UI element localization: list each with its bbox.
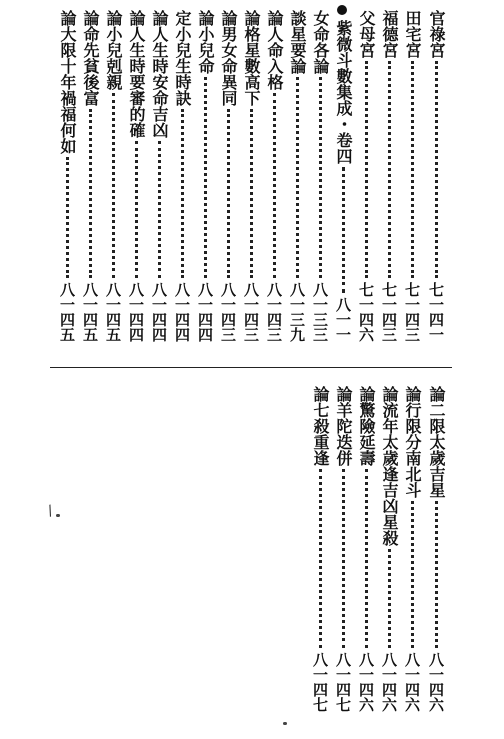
- dot-leader: [319, 77, 322, 278]
- entry-title: 論小兒剋親: [104, 10, 123, 90]
- toc-entry: [125, 10, 147, 342]
- dot-leader: [181, 109, 184, 278]
- entry-page: 八一三九: [288, 282, 306, 342]
- dot-leader: [435, 61, 438, 278]
- toc-entry: [309, 10, 331, 342]
- entry-title: 論大限十年禍福何如: [58, 10, 77, 154]
- toc-entry: [148, 10, 170, 342]
- entry-page: 八一四五: [104, 282, 122, 342]
- dot-leader: [89, 109, 92, 278]
- dot-leader: [250, 109, 253, 278]
- toc-entry: [309, 386, 331, 712]
- entry-page: 八一四六: [427, 652, 445, 712]
- entry-title: 論流年太歲逢吉凶星殺: [380, 386, 399, 546]
- entry-title: 父母宮: [357, 10, 376, 58]
- entry-title: 論行限分南北斗: [403, 386, 422, 498]
- dot-leader: [435, 501, 438, 648]
- entry-title: 論驚險延壽: [357, 386, 376, 466]
- entry-page: 八一一: [334, 297, 352, 342]
- entry-page: 八一四四: [150, 282, 168, 342]
- toc-entry: [217, 10, 239, 342]
- dot-leader: [365, 61, 368, 278]
- entry-title: 女命各論: [311, 10, 330, 74]
- entry-page: 八一四三: [219, 282, 237, 342]
- entry-page: 八一四六: [403, 652, 421, 712]
- entry-title: 論人命入格: [265, 10, 284, 90]
- dot-leader: [66, 157, 69, 278]
- entry-page: 八一四六: [380, 652, 398, 712]
- dot-leader: [388, 549, 391, 648]
- toc-entry: [355, 386, 377, 712]
- toc-entry: [355, 10, 377, 342]
- toc-entry: [401, 10, 423, 342]
- entry-page: 八一四七: [334, 652, 352, 712]
- toc-entry: [79, 10, 101, 342]
- entry-title: 論小兒命: [196, 10, 215, 74]
- dot-leader: [319, 469, 322, 648]
- entry-title: 論格星數高下: [242, 10, 261, 106]
- toc-entry: [56, 10, 78, 342]
- entry-page: 七一四三: [403, 282, 421, 342]
- toc-entry: [263, 10, 285, 342]
- dot-leader: [158, 141, 161, 278]
- entry-page: 七一四一: [427, 282, 445, 342]
- dot-leader: [273, 93, 276, 278]
- entry-title: 論羊陀迭併: [334, 386, 353, 466]
- entry-page: 七一四六: [357, 282, 375, 342]
- toc-entry-section: [332, 10, 354, 342]
- entry-page: 八一四三: [242, 282, 260, 342]
- entry-page: 八一四六: [357, 652, 375, 712]
- toc-entry: [171, 10, 193, 342]
- toc-entry: [102, 10, 124, 342]
- toc-entry: [378, 10, 400, 342]
- entry-title: 定小兒生時訣: [173, 10, 192, 106]
- entry-title: 論二限太歲吉星: [427, 386, 446, 498]
- dot-leader: [342, 167, 345, 293]
- entry-page: 八一四五: [58, 282, 76, 342]
- scan-speck-dot: [283, 722, 287, 725]
- entry-title: 田宅宮: [403, 10, 422, 58]
- entry-page: 七一四三: [380, 282, 398, 342]
- scan-speck-dot: [56, 514, 60, 517]
- dot-leader: [112, 93, 115, 278]
- scan-speck-mark: /: [45, 502, 56, 520]
- entry-page: 八一四三: [265, 282, 283, 342]
- entry-page: 八一四四: [127, 282, 145, 342]
- toc-entry: [194, 10, 216, 342]
- entry-title: 論命先貧後富: [81, 10, 100, 106]
- dot-leader: [227, 109, 230, 278]
- section-divider: [50, 367, 452, 368]
- entry-title: 談星要論: [288, 10, 307, 74]
- entry-title: 論人生時安命吉凶: [150, 10, 169, 138]
- entry-title: 論男女命異同: [219, 10, 238, 106]
- entry-page: 八一三三: [311, 282, 329, 342]
- dot-leader: [411, 61, 414, 278]
- entry-page: 八一四五: [81, 282, 99, 342]
- toc-entry: [425, 10, 447, 342]
- entry-title: 紫微斗數集成・卷四: [334, 20, 353, 164]
- dot-leader: [365, 469, 368, 648]
- dot-leader: [411, 501, 414, 648]
- dot-leader: [204, 77, 207, 278]
- entry-title: 官祿宮: [427, 10, 446, 58]
- entry-title: 福德宮: [380, 10, 399, 58]
- toc-entry: [332, 386, 354, 712]
- dot-leader: [135, 141, 138, 278]
- entry-title: 論七殺重逢: [311, 386, 330, 466]
- entry-page: 八一四四: [196, 282, 214, 342]
- dot-leader: [342, 469, 345, 648]
- toc-entry: [378, 386, 400, 712]
- toc-entry: [286, 10, 308, 342]
- toc-entry: [240, 10, 262, 342]
- dot-leader: [388, 61, 391, 278]
- toc-entry: [401, 386, 423, 712]
- entry-page: 八一四四: [173, 282, 191, 342]
- dot-leader: [296, 77, 299, 278]
- entry-title: 論人生時要審的確: [127, 10, 146, 138]
- entry-page: 八一四七: [311, 652, 329, 712]
- toc-entry: [425, 386, 447, 712]
